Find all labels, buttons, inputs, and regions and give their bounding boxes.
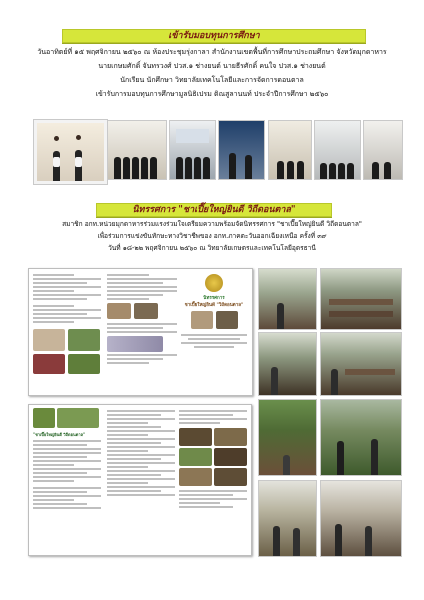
exhibition-line-3: วันที่ ๑๘-๒๒ พฤศจิกายน ๒๕๖๐ ณ วิทยาลัยเกษตรและเทคโนโลยีอุดรธานี xyxy=(108,244,316,252)
exhibition-line-1: สมาชิก อกท.หน่วยมุกดาหารร่วมแรงร่วมใจเตรียมความพร้อมจัดนิทรรศการ "ชาเปี๊ยใหญ่ยินดี วิถีดอนตาล" xyxy=(62,220,362,228)
scholarship-line-2: นายเกษมศักดิ์ จันทรวงศ์ ปวส.๑ ช่างยนต์ นายธีรศักดิ์ คนใจ ปวส.๑ ช่างยนต์ xyxy=(98,62,326,70)
exhibition-line-2: เพื่อร่วมการแข่งขันทักษะทางวิชาชีพของ อกท.ภาคตะวันออกเฉียงเหนือ ครั้งที่ ๓๙ xyxy=(97,232,327,240)
workshop-photo-2 xyxy=(320,480,402,557)
ceremony-photo-4 xyxy=(268,120,312,180)
ceremony-photo-1 xyxy=(107,120,167,180)
scholarship-banner: เข้ารับมอบทุนการศึกษา xyxy=(62,29,366,43)
ceremony-photo-5 xyxy=(314,120,361,180)
brochure-title: นิทรรศการ xyxy=(203,296,225,301)
college-emblem-icon xyxy=(205,274,223,292)
greenhouse-photo-4 xyxy=(320,332,402,396)
greenhouse-photo-2 xyxy=(320,268,402,330)
scholarship-line-1: วันอาทิตย์ที่ ๑๕ พฤศจิกายน ๒๕๖๐ ณ ห้องประชุมรุ่งกาลา สำนักงานเขตพื้นที่การศึกษาประถมศึกษา จังหวัดมุกดาหาร xyxy=(37,48,387,56)
brochure-heading: "ชาเปี๊ยใหญ่ยินดี วิถีดอนตาล" xyxy=(33,432,86,437)
greenhouse-photo-3 xyxy=(258,332,317,396)
brochure-outside xyxy=(28,404,252,556)
students-photo xyxy=(34,120,107,184)
garden-photo-1 xyxy=(258,399,317,476)
scholarship-line-4: เข้ารับการมอบทุนการศึกษามูลนิธิเปรม ติณสูลานนท์ ประจำปีการศึกษา ๒๕๖๐ xyxy=(95,90,329,98)
greenhouse-photo-1 xyxy=(258,268,317,330)
ceremony-photo-2 xyxy=(169,120,216,180)
garden-photo-2 xyxy=(320,399,402,476)
ceremony-photo-6 xyxy=(363,120,403,180)
brochure-inside xyxy=(28,268,253,396)
scholarship-line-3: นักเรียน นักศึกษา วิทยาลัยเทคโนโลยีและการจัดการดอนตาล xyxy=(120,76,304,84)
ceremony-photo-3 xyxy=(218,120,265,180)
exhibition-banner: นิทรรศการ "ชาเปี๊ยใหญ่ยินดี วิถีดอนตาล" xyxy=(96,203,332,217)
brochure-subtitle: ชาเปี๊ยใหญ่ยินดี "วิถีดอนตาล" xyxy=(184,303,244,308)
workshop-photo-1 xyxy=(258,480,317,557)
